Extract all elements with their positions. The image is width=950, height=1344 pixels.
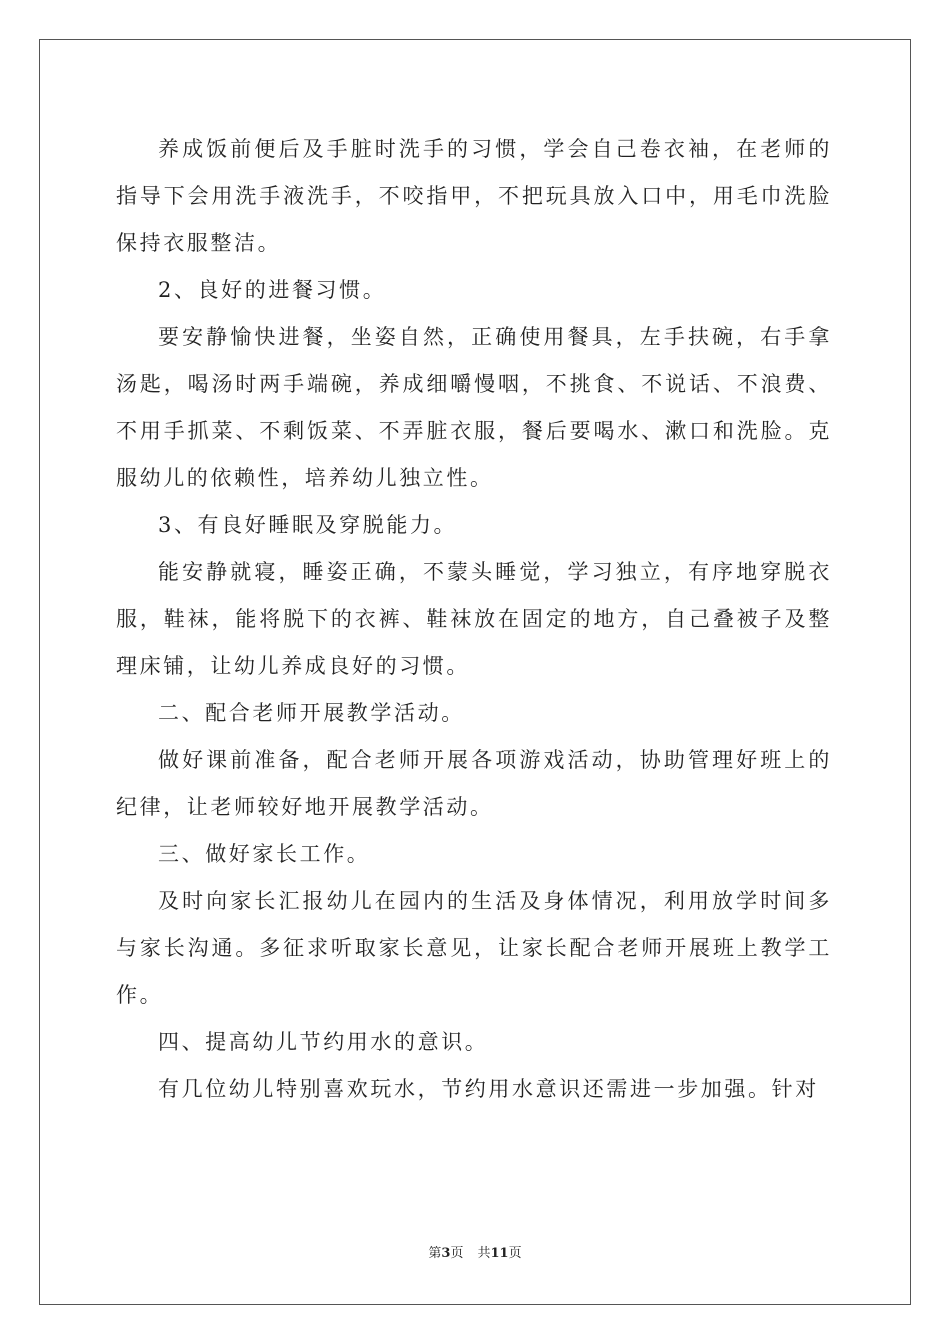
paragraph-parents: 及时向家长汇报幼儿在园内的生活及身体情况，利用放学时间多与家长沟通。多征求听取家长意见，让家长配合老师开展班上教学工作。 (116, 889, 832, 1007)
paragraph-sleep: 能安静就寝，睡姿正确，不蒙头睡觉，学习独立，有序地穿脱衣服，鞋袜，能将脱下的衣裤、鞋袜放在固定的地方，自己叠被子及整理床铺，让幼儿养成良好的习惯。 (116, 560, 832, 678)
paragraph-teaching: 做好课前准备，配合老师开展各项游戏活动，协助管理好班上的纪律，让老师较好地开展教学活动。 (116, 748, 832, 819)
page-footer (0, 1244, 950, 1264)
page-current: 3 (441, 1246, 451, 1261)
paragraph-handwashing: 养成饭前便后及手脏时洗手的习惯，学会自己卷衣袖，在老师的指导下会用洗手液洗手，不咬指甲，不把玩具放入口中，用毛巾洗脸保持衣服整洁。 (116, 137, 832, 255)
heading-eating-habits: 2、良好的进餐习惯。 (158, 278, 387, 302)
paragraph-water: 有几位幼儿特别喜欢玩水，节约用水意识还需进一步加强。针对 (158, 1077, 819, 1101)
page-total: 11 (490, 1246, 509, 1261)
total-suffix: 页 (508, 1246, 522, 1261)
heading-water-saving: 四、提高幼儿节约用水的意识。 (158, 1030, 489, 1054)
paragraph-eating: 要安静愉快进餐，坐姿自然，正确使用餐具，左手扶碗，右手拿汤匙，喝汤时两手端碗，养成细嚼慢咽，不挑食、不说话、不浪费、不用手抓菜、不剩饭菜、不弄脏衣服，餐后要喝水、漱口和洗脸。克服幼儿的依赖性，培养幼儿独立性。 (116, 325, 832, 490)
heading-parent-work: 三、做好家长工作。 (158, 842, 371, 866)
page-prefix: 第 (428, 1246, 442, 1261)
document-body (116, 126, 832, 1113)
total-prefix: 共 (477, 1246, 491, 1261)
heading-sleep-dressing: 3、有良好睡眠及穿脱能力。 (158, 513, 458, 537)
heading-teaching-support: 二、配合老师开展教学活动。 (158, 701, 465, 725)
page-suffix: 页 (450, 1246, 464, 1261)
